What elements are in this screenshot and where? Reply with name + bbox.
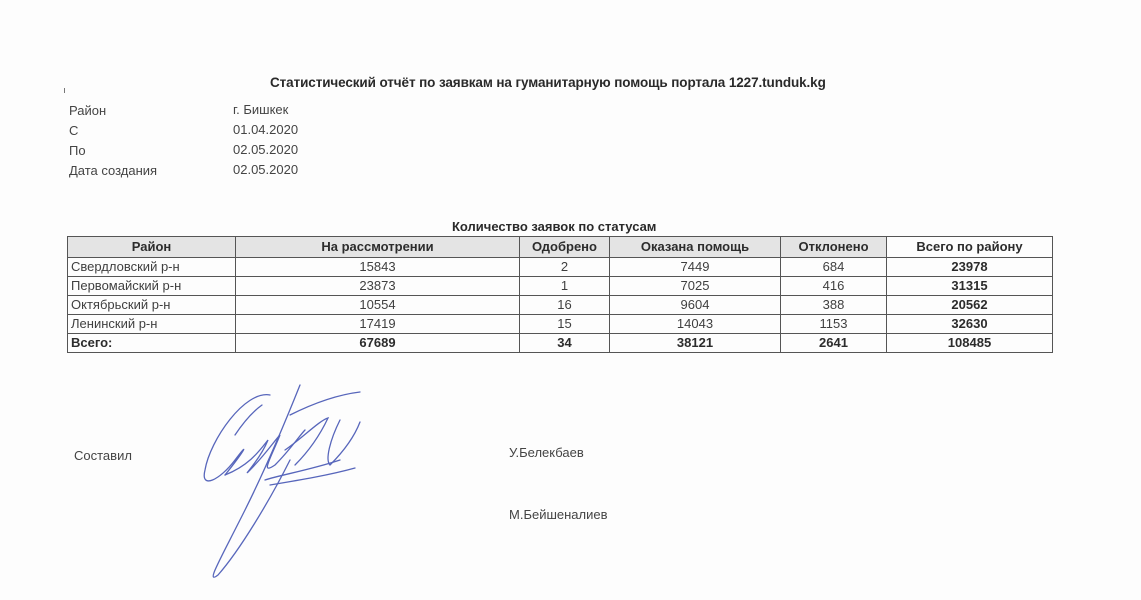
cell-assisted: 9604 [610, 296, 781, 315]
table-header-row [68, 237, 1053, 258]
cell-under-review: 23873 [236, 277, 520, 296]
header-district-total: Всего по району [887, 237, 1053, 258]
total-rejected: 2641 [781, 334, 887, 353]
cell-district: Октябрьский р-н [68, 296, 236, 315]
meta-label-district: Район [69, 103, 107, 118]
cell-district-total: 31315 [887, 277, 1053, 296]
meta-value-from: 01.04.2020 [233, 122, 299, 137]
signature-stroke [270, 468, 355, 485]
cell-rejected: 416 [781, 277, 887, 296]
cell-approved: 15 [520, 315, 610, 334]
cell-approved: 1 [520, 277, 610, 296]
total-label: Всего: [68, 334, 236, 353]
header-assisted: Оказана помощь [610, 237, 781, 258]
cell-under-review: 15843 [236, 258, 520, 277]
signature-stroke [285, 418, 328, 465]
cell-assisted: 7449 [610, 258, 781, 277]
cell-assisted: 7025 [610, 277, 781, 296]
table-row [68, 277, 1053, 296]
signature-stroke [213, 385, 300, 577]
cell-district: Свердловский р-н [68, 258, 236, 277]
header-district: Район [68, 237, 236, 258]
scan-mark [64, 88, 65, 93]
compiled-by-label: Составил [74, 448, 132, 463]
signature-stroke [204, 395, 270, 481]
meta-value-created: 02.05.2020 [233, 162, 299, 177]
handwritten-signature [150, 380, 430, 590]
total-under-review: 67689 [236, 334, 520, 353]
cell-approved: 16 [520, 296, 610, 315]
table-caption: Количество заявок по статусам [452, 219, 657, 234]
report-title: Статистический отчёт по заявкам на гуманитарную помощь портала 1227.tunduk.kg [270, 75, 826, 90]
cell-rejected: 388 [781, 296, 887, 315]
header-approved: Одобрено [520, 237, 610, 258]
meta-value-district: г. Бишкек [233, 102, 289, 117]
table-row [68, 315, 1053, 334]
signature-stroke [328, 420, 360, 465]
meta-label-from: С [69, 123, 79, 138]
header-rejected: Отклонено [781, 237, 887, 258]
header-under-review: На рассмотрении [236, 237, 520, 258]
cell-rejected: 1153 [781, 315, 887, 334]
cell-under-review: 10554 [236, 296, 520, 315]
meta-label-to: По [69, 143, 86, 158]
meta-label-created: Дата создания [69, 163, 158, 178]
meta-value-to: 02.05.2020 [233, 142, 299, 157]
cell-district-total: 23978 [887, 258, 1053, 277]
cell-under-review: 17419 [236, 315, 520, 334]
cell-district: Ленинский р-н [68, 315, 236, 334]
signatory-name-1: У.Белекбаев [509, 445, 584, 460]
total-assisted: 38121 [610, 334, 781, 353]
cell-district-total: 32630 [887, 315, 1053, 334]
cell-district-total: 20562 [887, 296, 1053, 315]
grand-total: 108485 [887, 334, 1053, 353]
signature-stroke [290, 392, 360, 415]
total-approved: 34 [520, 334, 610, 353]
table-row [68, 296, 1053, 315]
signatory-name-2: М.Бейшеналиев [509, 507, 608, 522]
status-table [67, 236, 1053, 353]
table-row [68, 258, 1053, 277]
cell-approved: 2 [520, 258, 610, 277]
cell-rejected: 684 [781, 258, 887, 277]
cell-district: Первомайский р-н [68, 277, 236, 296]
cell-assisted: 14043 [610, 315, 781, 334]
table-total-row [68, 334, 1053, 353]
